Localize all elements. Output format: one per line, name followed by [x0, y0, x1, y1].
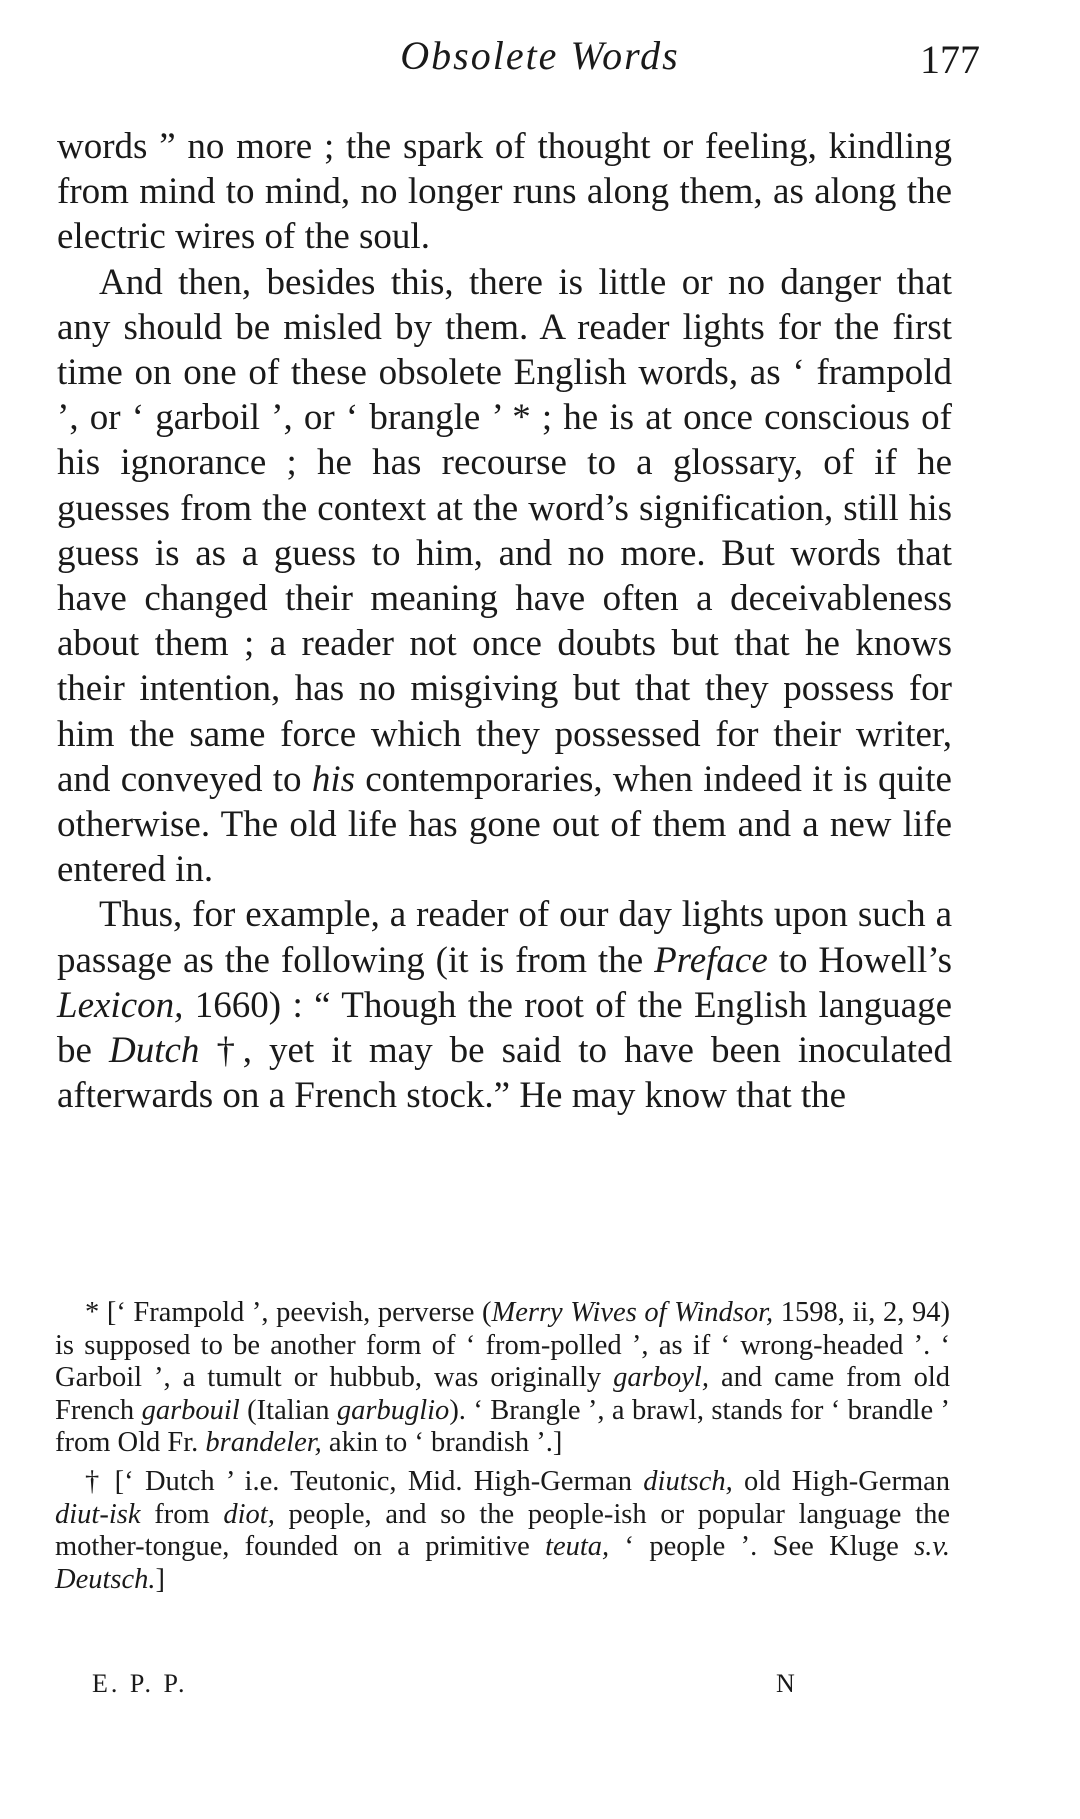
page-number: 177 [920, 37, 980, 82]
main-text [57, 124, 952, 1118]
footnote-dagger: † [‘ Dutch ’ i.e. Teutonic, Mid. High-German diutsch, old High-German diut-isk from diot, people, and so the people-ish or popular language the mother-tongue, founded on a primitive teuta, ‘ people ’. See Kluge s.v. Deutsch.] [55, 1465, 951, 1595]
footnotes [55, 1297, 950, 1596]
emphasis-his: his [311, 758, 355, 800]
signature-letter: N [776, 1669, 795, 1698]
running-title: Obsolete Words [400, 33, 680, 78]
paragraph-3: Thus, for example, a reader of our day lights upon such a passage as the following (it is from the Preface to Howell’s Lexicon, 1660) : “ Though the root of the English language be Dutch †, yet it may be said to have been inoculated afterwards on a French stock.” He may know that the [57, 894, 952, 1117]
emphasis-dutch: Dutch [108, 1030, 200, 1072]
paragraph-2: And then, besides this, there is little or no danger that any should be misled by them. A reader lights for the first time on one of these obsolete English words, as ‘ frampold ’, or ‘ garboil ’, or ‘ brangle ’ * ; he is at once conscious of his ignorance ; he has recourse to a glossary, of if he guesses from the context at the word’s signification, still his guess is as a guess to him, and no more. But words that have changed their meaning have often a deceivableness about them ; a reader not once doubts but that he knows their intention, has no misgiving but that they possess for him the same force which they possessed for their writer, and conveyed to his contemporaries, when indeed it is quite otherwise. The old life has gone out of them and a new life entered in. [57, 261, 952, 891]
paragraph-1: words ” no more ; the spark of thought or feeling, kindling from mind to mind, no longer runs along them, as along the electric wires of the soul. [57, 126, 952, 258]
signature-mark: E. P. P. [92, 1669, 188, 1698]
footnote-asterisk: * [‘ Frampold ’, peevish, perverse (Merry Wives of Windsor, 1598, ii, 2, 94) is supposed to be another form of ‘ from-polled ’, as if ‘ wrong-headed ’. ‘ Garboil ’, a tumult or hubbub, was originally garboyl, and came from old French garbouil (Italian garbuglio). ‘ Brangle ’, a brawl, stands for ‘ brandle ’ from Old Fr. brandeler, akin to ‘ brandish ’.] [55, 1297, 950, 1459]
title-preface: Preface [654, 939, 768, 981]
page-header [0, 28, 1080, 88]
title-lexicon: Lexicon, [57, 984, 184, 1026]
